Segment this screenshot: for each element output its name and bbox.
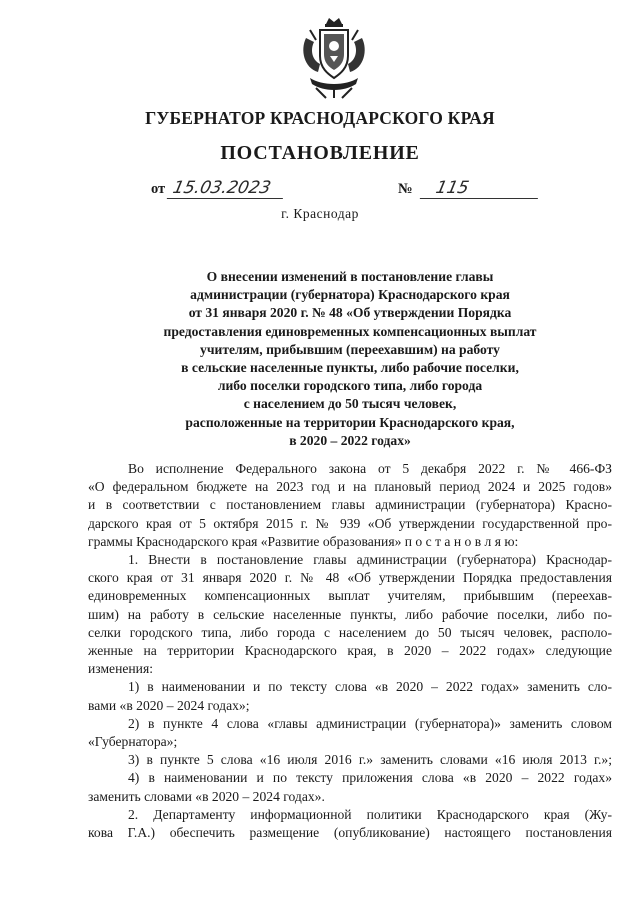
body-line: «О федеральном бюджете на 2023 год и на плановый период 2024 и 2025 годов» — [88, 479, 612, 495]
body-line: заменить словами «в 2020 – 2024 годах». — [88, 788, 325, 804]
body-line: ского края от 31 января 2020 г. № 48 «Об утверждении Порядка предоставления — [88, 570, 612, 586]
body-line: изменения: — [88, 661, 153, 677]
subject-line: либо поселки городского типа, либо города — [217, 378, 483, 394]
issuing-authority: ГУБЕРНАТОР КРАСНОДАРСКОГО КРАЯ — [145, 108, 495, 128]
city: г. Краснодар — [281, 206, 359, 221]
body-line: 1) в наименовании и по тексту слова «в 2020 – 2022 годах» заменить сло- — [128, 679, 612, 695]
body-line: Во исполнение Федерального закона от 5 декабря 2022 г. № 466-ФЗ — [128, 461, 612, 476]
body-line: вами «в 2020 – 2024 годах»; — [88, 697, 250, 713]
body-line: шим) на работу в сельские населенные пункты, либо рабочие поселки, либо по- — [88, 606, 612, 622]
document-number — [398, 178, 540, 199]
body-line: дарского края от 5 октября 2015 г. № 939 «Об утверждении государственной про- — [88, 515, 612, 531]
body-line: единовременных компенсационных выплат учителям, прибывшим (переехав- — [88, 588, 612, 604]
document-body — [88, 460, 612, 842]
document-date — [151, 178, 285, 199]
body-line: селки городского типа, либо города с населением до 50 тысяч человек, располо- — [88, 624, 612, 640]
subject-line: в сельские населенные пункты, либо рабочие поселки, — [181, 360, 519, 376]
body-line: 4) в наименовании и по тексту приложения слова «в 2020 – 2022 годах» — [128, 770, 612, 786]
number-value: 115 — [420, 178, 542, 199]
body-line: 1. Внести в постановление главы администрации (губернатора) Краснодар- — [128, 552, 612, 568]
subject-line: предоставления единовременных компенсационных выплат — [163, 323, 537, 339]
date-label: от — [151, 181, 166, 197]
body-line: 3) в пункте 5 слова «16 июля 2016 г.» заменить словами «16 июля 2013 г.»; — [128, 752, 612, 768]
number-label: № — [398, 181, 413, 197]
body-line: женные на территории Краснодарского края, в 2020 – 2022 годах» следующие — [88, 643, 612, 659]
subject-line: расположенные на территории Краснодарского края, — [185, 414, 515, 430]
subject-line: от 31 января 2020 г. № 48 «Об утверждении Порядка — [188, 305, 512, 321]
body-line: кова Г.А.) обеспечить размещение (опубликование) настоящего постановления — [88, 825, 612, 841]
document-type-heading: ПОСТАНОВЛЕНИЕ — [220, 142, 420, 164]
subject-line: с населением до 50 тысяч человек, — [243, 396, 457, 412]
subject-line: администрации (губернатора) Краснодарского края — [190, 287, 510, 303]
subject-line: в 2020 – 2022 годах» — [289, 432, 411, 448]
body-line: 2) в пункте 4 слова «главы администрации (губернатора)» заменить словом — [128, 715, 612, 731]
body-line: граммы Краснодарского края «Развитие образования» п о с т а н о в л я ю: — [88, 533, 519, 549]
document-subject — [80, 268, 620, 450]
date-value: 15.03.2023 — [167, 178, 287, 199]
body-line: и в соответствии с постановлением главы администрации (губернатора) Красно- — [88, 497, 612, 513]
subject-line: учителям, прибывшим (переехавшим) на работу — [200, 341, 500, 357]
body-line: «Губернатора»; — [88, 734, 178, 750]
coat-of-arms-icon — [296, 16, 372, 100]
subject-line: О внесении изменений в постановление главы — [206, 269, 494, 284]
body-line: 2. Департаменту информационной политики Краснодарского края (Жу- — [128, 806, 612, 822]
